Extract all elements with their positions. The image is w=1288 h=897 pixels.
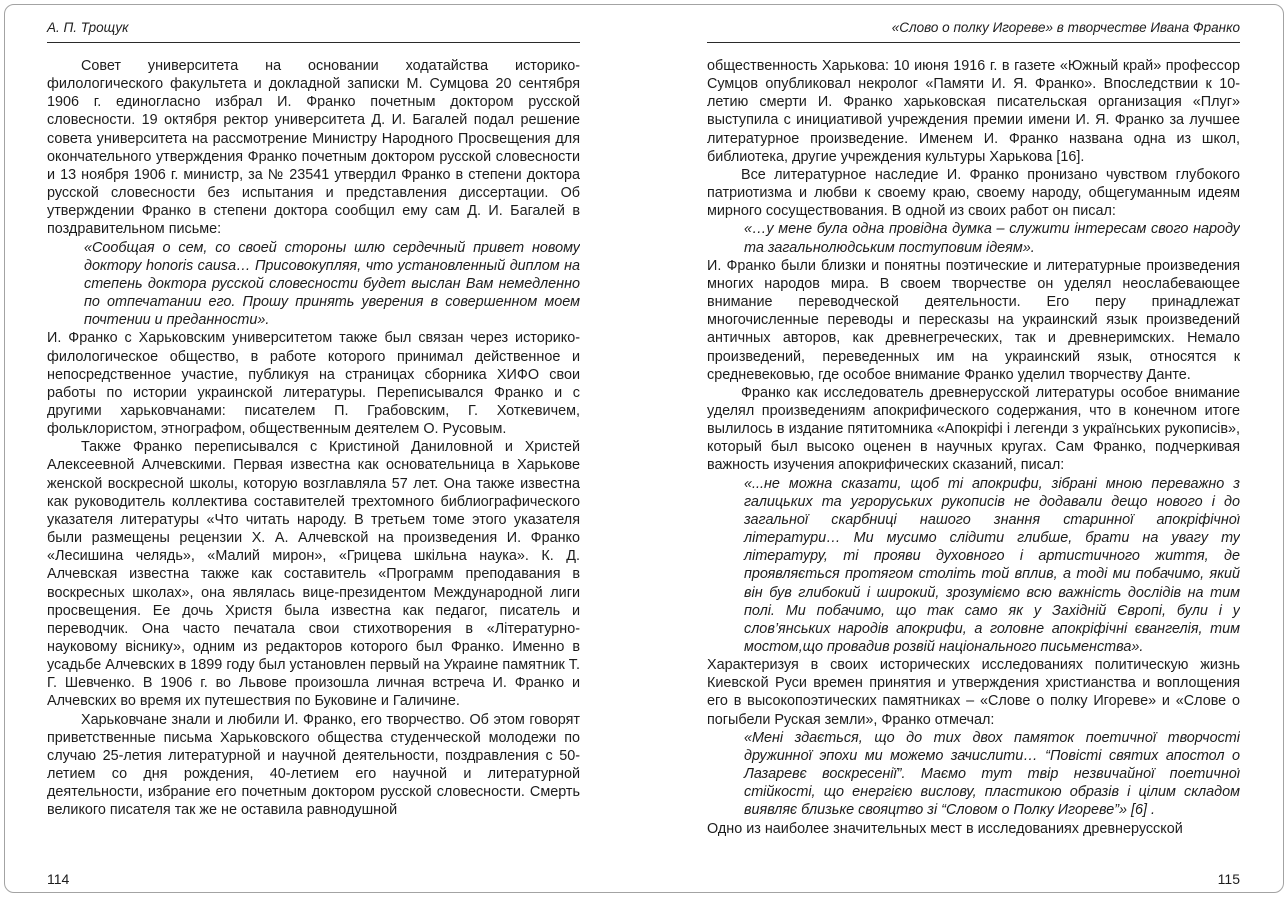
body-paragraph: Харьковчане знали и любили И. Франко, его творчество. Об этом говорят приветственные письма Харьковского общества студенческой молодежи по случаю 25-летия литературной и научной деятельности, поздравления с 50-летием со дня рождения, 40-летием его научной и литературной деятельности, избрание его почетным доктором русской словесности. Смерть великого писателя так же не оставила равнодушной	[47, 711, 580, 819]
body-paragraph: И. Франко были близки и понятны поэтические и литературные произведения многих народов мира. В своем творчестве он уделял неослабевающее внимание переводческой деятельности. Его перу принадлежат многочисленные переводы и пересказы на украинский язык произведений античных авторов, как древнегреческих, так и древнеримских. Немало произведений, переведенных им на украинский язык, относятся к средневековью, где особое внимание Франко уделил творчеству Данте.	[707, 257, 1240, 383]
body-paragraph: Все литературное наследие И. Франко пронизано чувством глубокого патриотизма и любви к своему краю, своему народу, общегуманным идеям мирного сосуществования. В одной из своих работ он писал:	[707, 166, 1240, 220]
page-left-body	[47, 57, 580, 865]
quote-paragraph: «Сообщая о сем, со своей стороны шлю сердечный привет новому доктору honoris causa… Присовокупляя, что установленный диплом на степень доктора русской словесности будет выслан Вам немедленно по отпечатании его. Прошу принять уверения в совершенном моем почтении и преданности».	[84, 239, 580, 329]
body-paragraph: Совет университета на основании ходатайства историко-филологического факультета и докладной записки М. Сумцова 20 сентября 1906 г. единогласно избрал И. Франко почетным доктором русской словесности. 19 октября ректор университета Д. И. Багалей подал решение совета университета на рассмотрение Министру Народного Просвещения для окончательного утверждения Франко почетным доктором русской словесности и 13 ноября 1906 г. министр, за № 23541 утвердил Франко в степени доктора русской словесности без испытания и представления диссертации. Об утверждении Франко в степени доктора сообщил ему сам Д. И. Багалей в поздравительном письме:	[47, 58, 580, 238]
book-spread	[47, 20, 1240, 887]
page-right-body	[707, 57, 1240, 865]
page-number-left: 114	[47, 871, 70, 887]
quote-paragraph: «Мені здається, що до тих двох памяток поетичної творчості дружинної эпохи ми можемо зачислити… “Повісті святих апостол о Лазаревє воскресенії”. Маємо тут твір незвичайної поетичної стійкості, що енергією вислову, пластикою образів і цілим складом виявляє близьке свояцтво зі “Словом о Полку Игореве”» [6] .	[744, 729, 1240, 819]
body-paragraph: Также Франко переписывался с Кристиной Даниловной и Христей Алексеевной Алчевскими. Первая известна как основательница в Харькове женской воскресной школы, которую возглавляла 57 лет. Она также известна как руководитель коллектива составителей трехтомного библиографического указателя литературы «Что читать народу. В третьем томе этого указателя были размещены рецензии Х. А. Алчевской на произведения И. Франко «Лесишина челядь», «Малий мирон», «Грицева шкільна наука». К. Д. Алчевская известна также как составитель «Программ преподавания в воскресных школах», она являлась вице-президентом Международной лиги просвещения. Ее дочь Христя была известна как педагог, писатель и переводчик. Она часто печатала свои стихотворения в «Літературно-науковому віснику», одним из редакторов которого был Франко. Именно в усадьбе Алчевских в 1899 году был установлен первый на Украине памятник Т. Г. Шевченко. В 1906 г. во Львове произошла личная встреча И. Франко и Алчевских во время их путешествия по Буковине и Галичине.	[47, 439, 580, 710]
body-paragraph: И. Франко с Харьковским университетом также был связан через историко-филологическое общество, в работе которого принимал действенное и непосредственное участие, публикуя на страницах сборника ХИФО свои работы по истории украинской литературы. Переписывался Франко и с другими харьковчанами: писателем П. Грабовским, Г. Хоткевичем, фольклористом, этнографом, общественным деятелем О. Русовым.	[47, 330, 580, 438]
quote-paragraph: «…у мене була одна провідна думка – служити інтересам свого народу та загальнолюдським поступовим ідеям».	[744, 221, 1240, 256]
running-header-right: «Слово о полку Игореве» в творчестве Ивана Франко	[707, 20, 1240, 43]
page-left	[47, 20, 580, 887]
body-paragraph: общественность Харькова: 10 июня 1916 г. в газете «Южный край» профессор Сумцов опубликовал некролог «Памяти И. Я. Франко». Впоследствии к 10-летию смерти И. Франко харьковская писательская организация «Плуг» выступила с инициативой учреждения премии имени И. Я. Франко за лучшее литературное произведение. Именем И. Франко названа одна из школ, библиотека, другие учреждения культуры Харькова [16].	[707, 58, 1240, 165]
body-paragraph: Характеризуя в своих исторических исследованиях политическую жизнь Киевской Руси времен принятия и утверждения христианства и воплощения его в высокопоэтических памятниках – «Слове о полку Игореве» и «Слове о погыбели Руская земли», Франко отмечал:	[707, 657, 1240, 728]
page-right	[707, 20, 1240, 887]
running-header-left: А. П. Трощук	[47, 20, 580, 43]
quote-paragraph: «...не можна сказати, щоб ті апокрифи, зібрані мною переважно з галицьких та угроруських рукописів не додавали дещо нового і до загальної скарбниці нашого знання старинної апокріфічної літератури… Ми мусимо слідити глибше, брати на увагу ту літературу, ті прояви духовного і артистичного життя, де проявляється протягом століть той вплив, а тоді ми побачимо, який він був глибокий і широкий, зрозуміємо всю важність дослідів на тим полі. Ми побачимо, що так само як у Західній Європі, були і у слов’янських народів апокрифи, а головне апокріфічні євангелія, тим мостом,що провадив розвій національного письменства».	[744, 475, 1240, 655]
body-paragraph: Одно из наиболее значительных мест в исследованиях древнерусской	[707, 820, 1183, 837]
body-paragraph: Франко как исследователь древнерусской литературы особое внимание уделял произведениям апокрифического содержания, что в конечном итоге вылилось в издание пятитомника «Апокріфі і легенди з українських рукописів», который был высоко оценен в научных кругах. Сам Франко, подчеркивая важность изучения апокрифических сказаний, писал:	[707, 384, 1240, 474]
page-number-right: 115	[1217, 871, 1240, 887]
